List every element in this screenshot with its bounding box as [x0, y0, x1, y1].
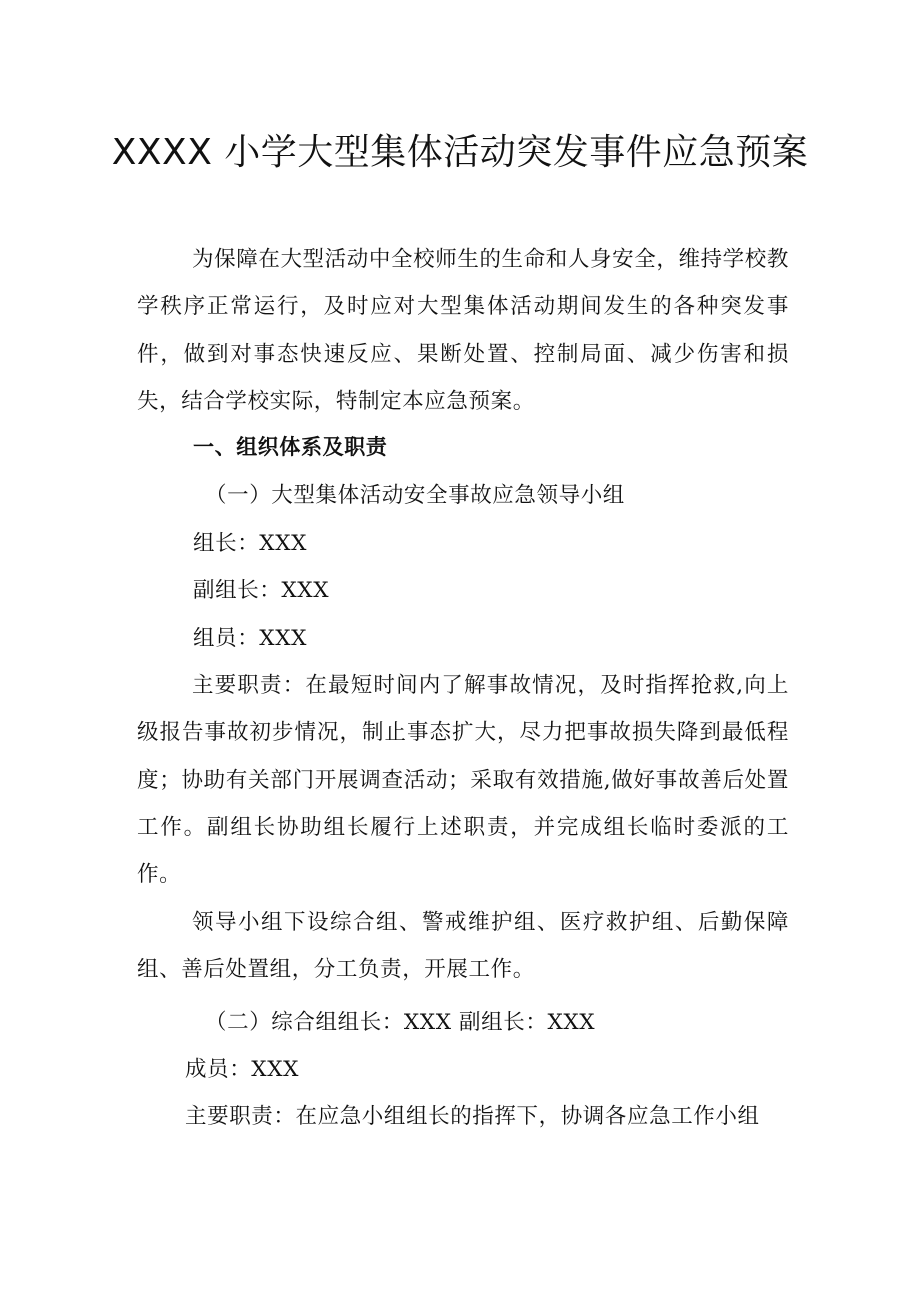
section-heading-organization: 一、组织体系及职责 — [193, 435, 388, 459]
leadership-duties-paragraph: 主要职责：在最短时间内了解事故情况，及时指挥抢救,向上级报告事故初步情况，制止事态扩大，尽力把事故损失降到最低程度；协助有关部门开展调查活动；采取有效措施,做好事故善后处置工作。副组长协助组长履行上述职责，并完成组长临时委派的工作。 — [137, 673, 789, 888]
leader-line: 组长：XXX — [193, 531, 308, 556]
subsection-heading-leadership-group: （一）大型集体活动安全事故应急领导小组 — [205, 483, 625, 508]
subgroups-paragraph: 领导小组下设综合组、警戒维护组、医疗救护组、后勤保障组、善后处置组，分工负责，开展工作。 — [137, 910, 789, 983]
deputy-leader-line: 副组长：XXX — [193, 578, 330, 603]
general-group-members-line: 成员：XXX — [185, 1057, 300, 1082]
subsection-heading-general-group: （二）综合组组长：XXX 副组长：XXX — [205, 1010, 596, 1035]
intro-paragraph: 为保障在大型活动中全校师生的生命和人身安全，维持学校教学秩序正常运行，及时应对大型集体活动期间发生的各种突发事件，做到对事态快速反应、果断处置、控制局面、减少伤害和损失，结合学校实际，特制定本应急预案。 — [137, 247, 789, 414]
general-group-duties-line: 主要职责：在应急小组组长的指挥下，协调各应急工作小组 — [185, 1104, 760, 1129]
document-title: XXXX 小学大型集体活动突发事件应急预案 — [111, 132, 809, 173]
members-line: 组员：XXX — [193, 626, 308, 651]
